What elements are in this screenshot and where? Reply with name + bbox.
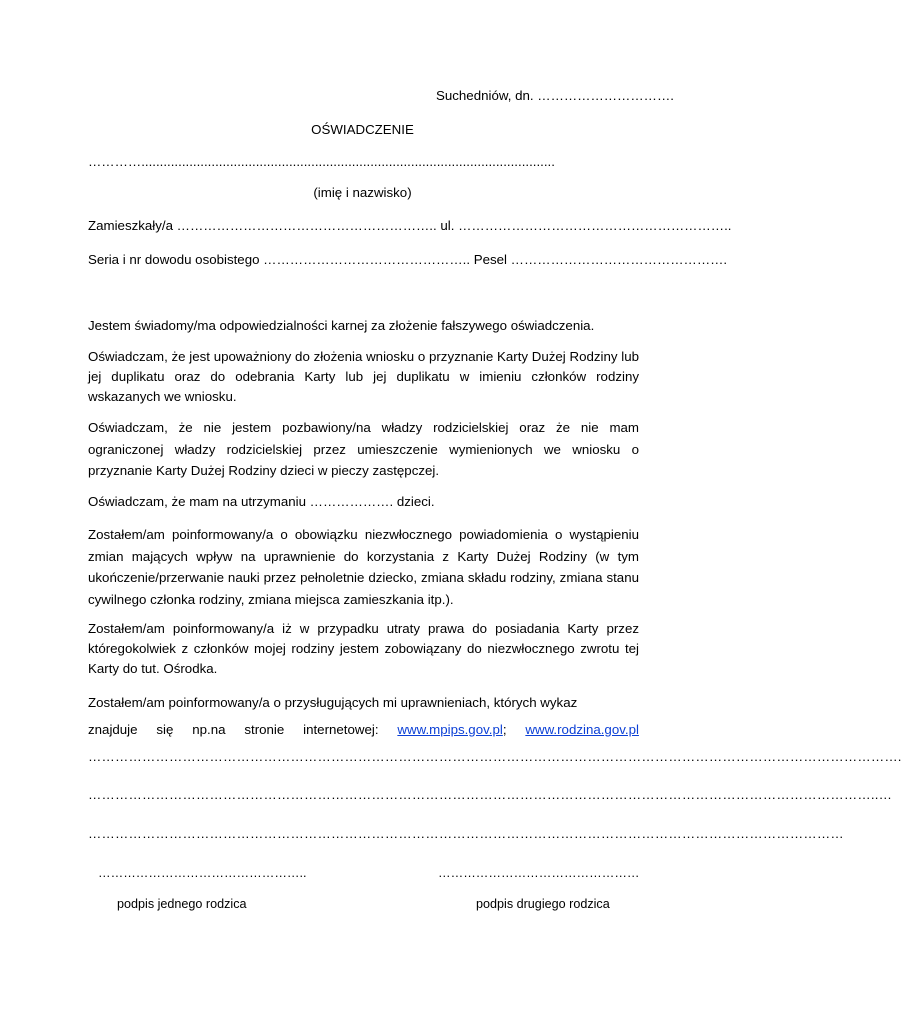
place-date: Suchedniów, dn. …………………………. [436, 88, 674, 103]
signature-line-left: ………………………………………….. [98, 866, 307, 880]
blank-line-1: ………………………………………………………………………………………………………………………………………………………………. [88, 749, 902, 764]
signature-label-right: podpis drugiego rodzica [476, 897, 610, 911]
word: np.na [192, 722, 226, 737]
name-field-line: …………................................................................................................................ [88, 154, 555, 169]
blank-line-2: …………………………………………………………………………………………………………………………………………………………..… [88, 787, 893, 802]
word: znajduje [88, 722, 138, 737]
links-group [397, 719, 506, 740]
blank-line-3: …………………………………………………………………………………………………………………………………………………… [88, 826, 844, 841]
statement-entitlements [88, 692, 639, 713]
address-line: Zamieszkały/a ………………………………………………….. ul. …………………………………………………….. [88, 218, 732, 233]
id-document-line: Seria i nr dowodu osobistego ……………………………………….. Pesel …………………………………………. [88, 252, 728, 267]
page-title: OŚWIADCZENIE [311, 122, 414, 137]
statement-liability: Jestem świadomy/ma odpowiedzialności karnej za złożenie fałszywego oświadczenia. [88, 318, 595, 333]
statement-authorization: Oświadczam, że jest upoważniony do złożenia wniosku o przyznanie Karty Dużej Rodziny lub jej duplikatu oraz do odebrania Karty lub jej duplikatu w imieniu członków rodziny wskazanych we wniosku. [88, 349, 639, 404]
name-caption: (imię i nazwisko) [313, 185, 412, 200]
statement-parental-rights: Oświadczam, że nie jestem pozbawiony/na władzy rodzicielskiej oraz że nie mam ograniczonej władzy rodzicielskiej przez umieszczenie wymienionych we wniosku o przyznanie Karty Dużej Rodziny dzieci w pieczy zastępczej. [88, 420, 639, 478]
statement-change-notice: Zostałem/am poinformowany/a o obowiązku niezwłocznego powiadomienia o wystąpieniu zmian mających wpływ na uprawnienie do korzystania z Karty Dużej Rodziny (w tym ukończenie/przerwanie nauki przez pełnoletnie dziecko, zmiana składu rodziny, zmiana stanu cywilnego członka rodziny, zmiana miejsca zamieszkania itp.). [88, 527, 639, 607]
mpips-link[interactable]: www.mpips.gov.pl [397, 722, 503, 737]
rodzina-link[interactable]: www.rodzina.gov.pl [525, 722, 639, 737]
statement-entitlements-line1 [88, 692, 639, 713]
word: stronie [244, 722, 285, 737]
statement-dependents: Oświadczam, że mam na utrzymaniu ………………. dzieci. [88, 494, 435, 509]
word: internetowej: [303, 722, 379, 737]
statement-card-return: Zostałem/am poinformowany/a iż w przypadku utraty prawa do posiadania Karty przez któregokolwiek z członków mojej rodziny jestem zobowiązany do niezwłocznego zwrotu tej Karty do tut. Ośrodka. [88, 621, 639, 676]
word: się [156, 722, 174, 737]
entitlements-text: Zostałem/am poinformowany/a o przysługujących mi uprawnieniach, których wykaz [88, 695, 578, 710]
link-separator: ; [502, 722, 507, 737]
statement-websites-line [88, 719, 639, 740]
signature-line-right: ………………………………………… [438, 866, 640, 880]
signature-label-left: podpis jednego rodzica [117, 897, 247, 911]
